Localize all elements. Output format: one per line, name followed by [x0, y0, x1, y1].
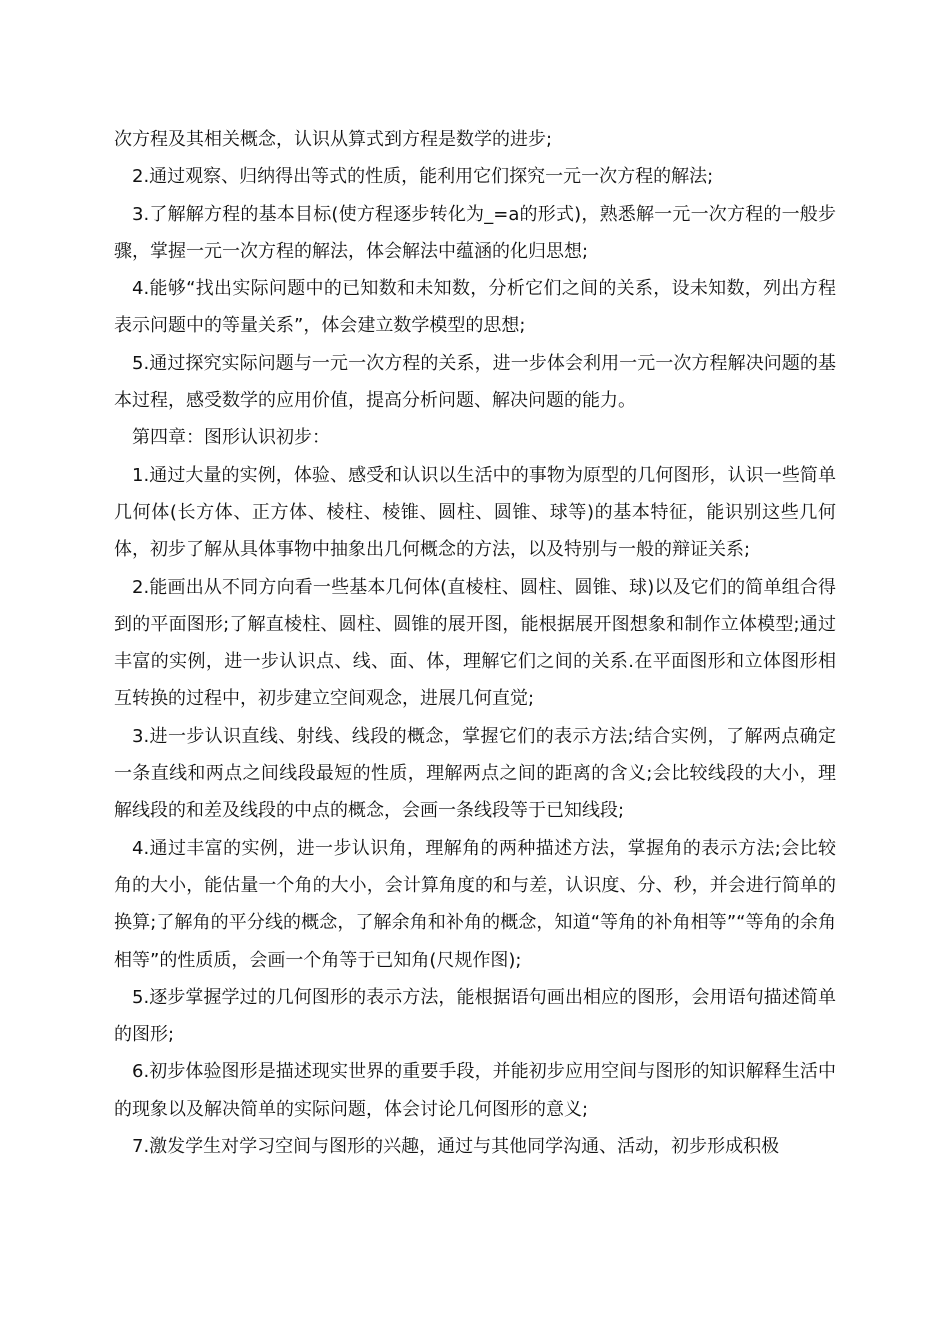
paragraph-1: 2.通过观察、归纳得出等式的性质，能利用它们探究一元一次方程的解法;	[132, 166, 714, 188]
paragraph-3: 4.能够“找出实际问题中的已知数和未知数，分析它们之间的关系，设未知数，列出方程表示问题中的等量关系”，体会建立数学模型的思想;	[114, 278, 836, 337]
paragraph-9: 4.通过丰富的实例，进一步认识角，理解角的两种描述方法，掌握角的表示方法;会比较角的大小，能估量一个角的大小，会计算角度的和与差，认识度、分、秒，并会进行简单的换算;了解角的平分线的概念，了解余角和补角的概念，知道“等角的补角相等”“等角的余角相等”的性质质，会画一个角等于已知角(尺规作图);	[114, 837, 836, 971]
document-body	[114, 121, 836, 1165]
chapter-heading: 第四章：图形认识初步：	[132, 427, 330, 449]
paragraph-4: 5.通过探究实际问题与一元一次方程的关系，进一步体会利用一元一次方程解决问题的基本过程，感受数学的应用价值，提高分析问题、解决问题的能力。	[114, 352, 836, 412]
paragraph-7: 2.能画出从不同方向看一些基本几何体(直棱柱、圆柱、圆锥、球)以及它们的简单组合得到的平面图形;了解直棱柱、圆柱、圆锥的展开图，能根据展开图想象和制作立体模型;通过丰富的实例，进一步认识点、线、面、体，理解它们之间的关系.在平面图形和立体图形相互转换的过程中，初步建立空间观念，进展几何直觉;	[114, 576, 836, 710]
paragraph-0: 次方程及其相关概念，认识从算式到方程是数学的进步;	[114, 129, 553, 150]
paragraph-8: 3.进一步认识直线、射线、线段的概念，掌握它们的表示方法;结合实例，了解两点确定一条直线和两点之间线段最短的性质，理解两点之间的距离的含义;会比较线段的大小，理解线段的和差及线段的中点的概念，会画一条线段等于已知线段;	[114, 725, 836, 822]
paragraph-11: 6.初步体验图形是描述现实世界的重要手段，并能初步应用空间与图形的知识解释生活中的现象以及解决简单的实际问题，体会讨论几何图形的意义;	[114, 1061, 836, 1120]
paragraph-10: 5.逐步掌握学过的几何图形的表示方法，能根据语句画出相应的图形，会用语句描述简单的图形;	[114, 986, 836, 1046]
paragraph-2: 3.了解解方程的基本目标(使方程逐步转化为_=a的形式)，熟悉解一元一次方程的一般步骤，掌握一元一次方程的解法，体会解法中蕴涵的化归思想;	[114, 203, 836, 262]
paragraph-12: 7.激发学生对学习空间与图形的兴趣，通过与其他同学沟通、活动，初步形成积极	[132, 1136, 780, 1158]
paragraph-6: 1.通过大量的实例，体验、感受和认识以生活中的事物为原型的几何图形，认识一些简单几何体(长方体、正方体、棱柱、棱锥、圆柱、圆锥、球等)的基本特征，能识别这些几何体，初步了解从具体事物中抽象出几何概念的方法，以及特别与一般的辩证关系;	[114, 464, 836, 561]
